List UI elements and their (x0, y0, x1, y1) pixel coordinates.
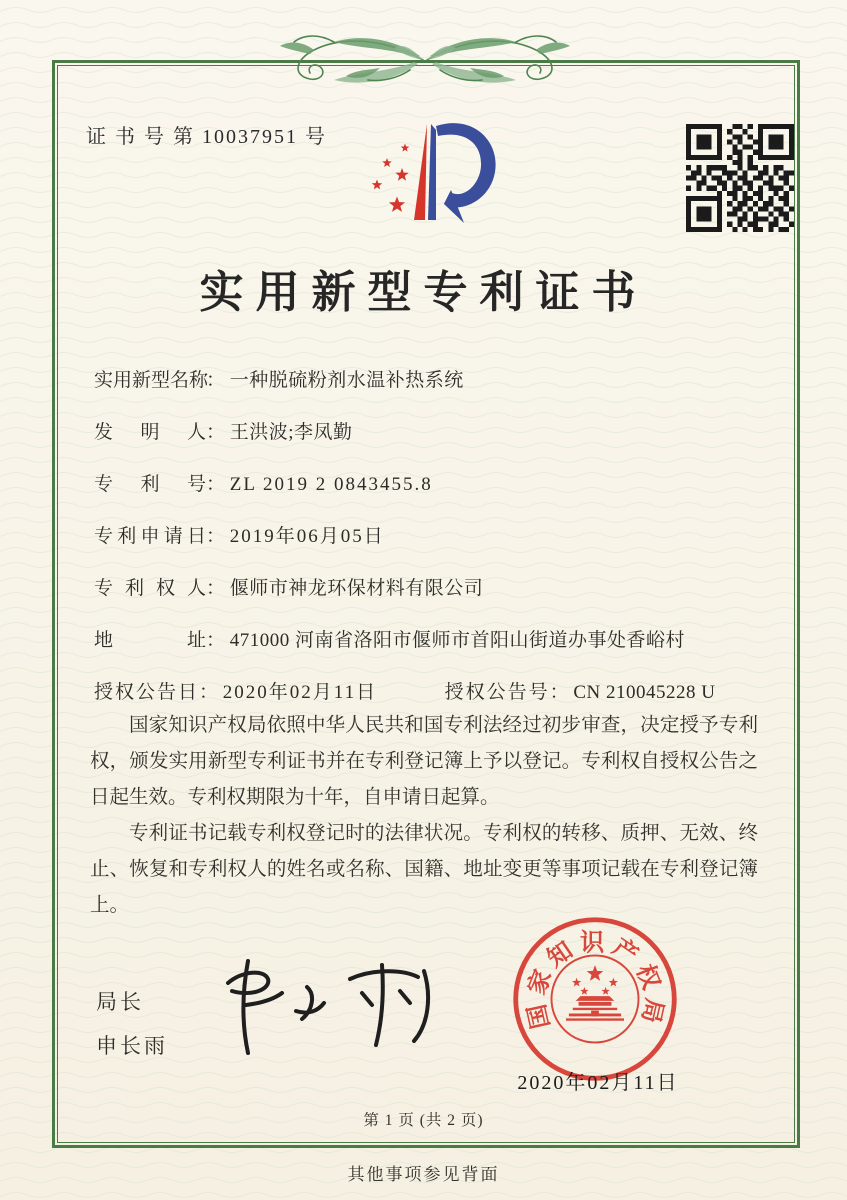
colon: ： (206, 370, 226, 391)
top-ornament (260, 26, 590, 94)
page-number: 第 1 页 (共 2 页) (363, 1112, 484, 1129)
logo-p-bowl (436, 123, 496, 207)
fields-block (94, 366, 759, 730)
director-title: 局长 (96, 990, 144, 1014)
grant-number-value: CN 210045228 U (573, 682, 716, 703)
colon: ： (206, 630, 226, 651)
field-label: 实用新型名称 (94, 370, 209, 391)
official-seal (508, 912, 682, 1086)
field-label: 专利申请日 (94, 526, 206, 547)
director-signature (212, 953, 447, 1058)
logo-red-wedge (414, 124, 427, 220)
field-value: 王洪波;李凤勤 (229, 422, 353, 443)
field-label: 地址 (94, 630, 206, 651)
field-row-inventor (94, 418, 759, 448)
field-row-patent-no (94, 470, 759, 500)
field-row-grant (94, 678, 759, 708)
field-row-name (94, 366, 759, 396)
certificate-number: 证 书 号 第 10037951 号 (86, 126, 327, 148)
legal-paragraph-2: 专利证书记载专利权登记时的法律状况。专利权的转移、质押、无效、终止、恢复和专利权人的姓名或名称、国籍、地址变更等事项记载在专利登记簿上。 (90, 823, 758, 916)
field-value: 2019年06月05日 (229, 526, 385, 547)
colon: ： (206, 422, 226, 443)
colon: ： (549, 682, 569, 703)
field-value: 471000 河南省洛阳市偃师市首阳山街道办事处香峪村 (229, 630, 686, 651)
certificate-title: 实用新型专利证书 (199, 268, 648, 317)
field-row-patentee (94, 574, 759, 604)
director-name: 申长雨 (96, 1034, 168, 1058)
field-label: 专利号 (94, 474, 206, 495)
field-row-address (94, 626, 759, 656)
seal-date: 2020年02月11日 (517, 1072, 679, 1094)
field-value: ZL 2019 2 0843455.8 (229, 474, 433, 495)
field-value: 偃师市神龙环保材料有限公司 (229, 578, 484, 599)
field-row-filing-date (94, 522, 759, 552)
colon: ： (206, 474, 226, 495)
back-side-note: 其他事项参见背面 (347, 1165, 500, 1184)
seal-text: 国家知识产权局 (522, 929, 668, 1032)
legal-paragraph-1: 国家知识产权局依照中华人民共和国专利法经过初步审查，决定授予专利权，颁发实用新型专利证书并在专利登记簿上予以登记。专利权自授权公告之日起生效。专利权期限为十年，自申请日起算。 (90, 715, 758, 808)
national-emblem-icon (552, 956, 639, 1043)
field-value: 一种脱硫粉剂水温补热系统 (229, 370, 464, 391)
grant-date-label: 授权公告日 (94, 682, 200, 703)
logo-stars-icon (372, 144, 410, 212)
logo-blue-stripe (428, 124, 436, 220)
grant-date-value: 2020年02月11日 (222, 682, 378, 703)
colon: ： (206, 526, 226, 547)
colon: ： (206, 578, 226, 599)
colon: ： (199, 682, 219, 703)
grant-number-label: 授权公告号 (444, 682, 550, 703)
field-label: 发明人 (94, 422, 206, 443)
cnipa-logo (352, 110, 522, 238)
field-label: 专利权人 (94, 578, 206, 599)
qr-code (686, 124, 794, 232)
legal-text-block (90, 708, 758, 924)
